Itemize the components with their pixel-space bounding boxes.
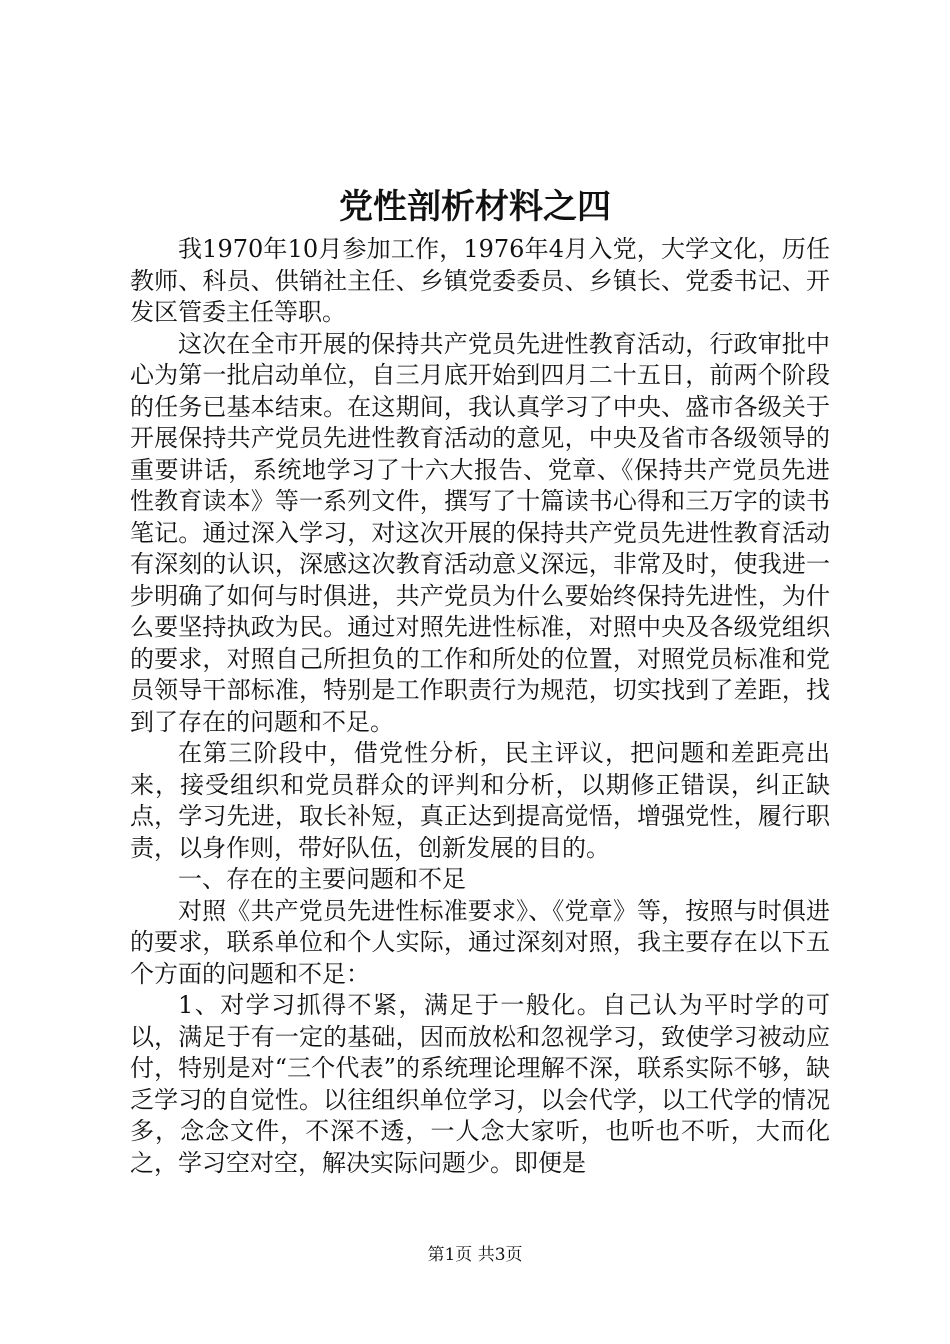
paragraph-education-activity: 这次在全市开展的保持共产党员先进性教育活动，行政审批中心为第一批启动单位，自三月底开始到四月二十五日，前两个阶段的任务已基本结束。在这期间，我认真学习了中央、盛市各级关于开展保持共产党员先进性教育活动的意见，中央及省市各级领导的重要讲话，系统地学习了十六大报告、党章、《保持共产党员先进性教育读本》等一系列文件，撰写了十篇读书心得和三万字的读书笔记。通过深入学习，对这次开展的保持共产党员先进性教育活动有深刻的认识，深感这次教育活动意义深远，非常及时，使我进一步明确了如何与时俱进，共产党员为什么要始终保持先进性，为什么要坚持执政为民。通过对照先进性标准，对照中央及各级党组织的要求，对照自己所担负的工作和所处的位置，对照党员标准和党员领导干部标准，特别是工作职责行为规范，切实找到了差距，找到了存在的问题和不足。: [130, 329, 830, 736]
document-body: [130, 234, 830, 1179]
document-title: 党性剖析材料之四: [339, 187, 611, 227]
page-footer: 第1页 共3页: [427, 1245, 523, 1265]
paragraph-third-stage: 在第三阶段中，借党性分析，民主评议，把问题和差距亮出来，接受组织和党员群众的评判和分析，以期修正错误，纠正缺点，学习先进，取长补短，真正达到提高觉悟，增强党性，履行职责，以身作则，带好队伍，创新发展的目的。: [130, 739, 830, 862]
paragraph-biography: 我1970年10月参加工作，1976年4月入党，大学文化，历任教师、科员、供销社主任、乡镇党委委员、乡镇长、党委书记、开发区管委主任等职。: [130, 235, 830, 326]
paragraph-problems-intro: 对照《共产党员先进性标准要求》、《党章》等，按照与时俱进的要求，联系单位和个人实际，通过深刻对照，我主要存在以下五个方面的问题和不足：: [130, 896, 830, 988]
paragraph-problem-1: 1、对学习抓得不紧，满足于一般化。自己认为平时学的可以，满足于有一定的基础，因而放松和忽视学习，致使学习被动应付，特别是对“三个代表”的系统理论理解不深，联系实际不够，缺乏学习的自觉性。以往组织单位学习，以会代学，以工代学的情况多，念念文件，不深不透，一人念大家听，也听也不听，大而化之，学习空对空，解决实际问题少。即便是: [130, 991, 830, 1177]
section-heading-problems: 一、存在的主要问题和不足: [178, 865, 466, 893]
